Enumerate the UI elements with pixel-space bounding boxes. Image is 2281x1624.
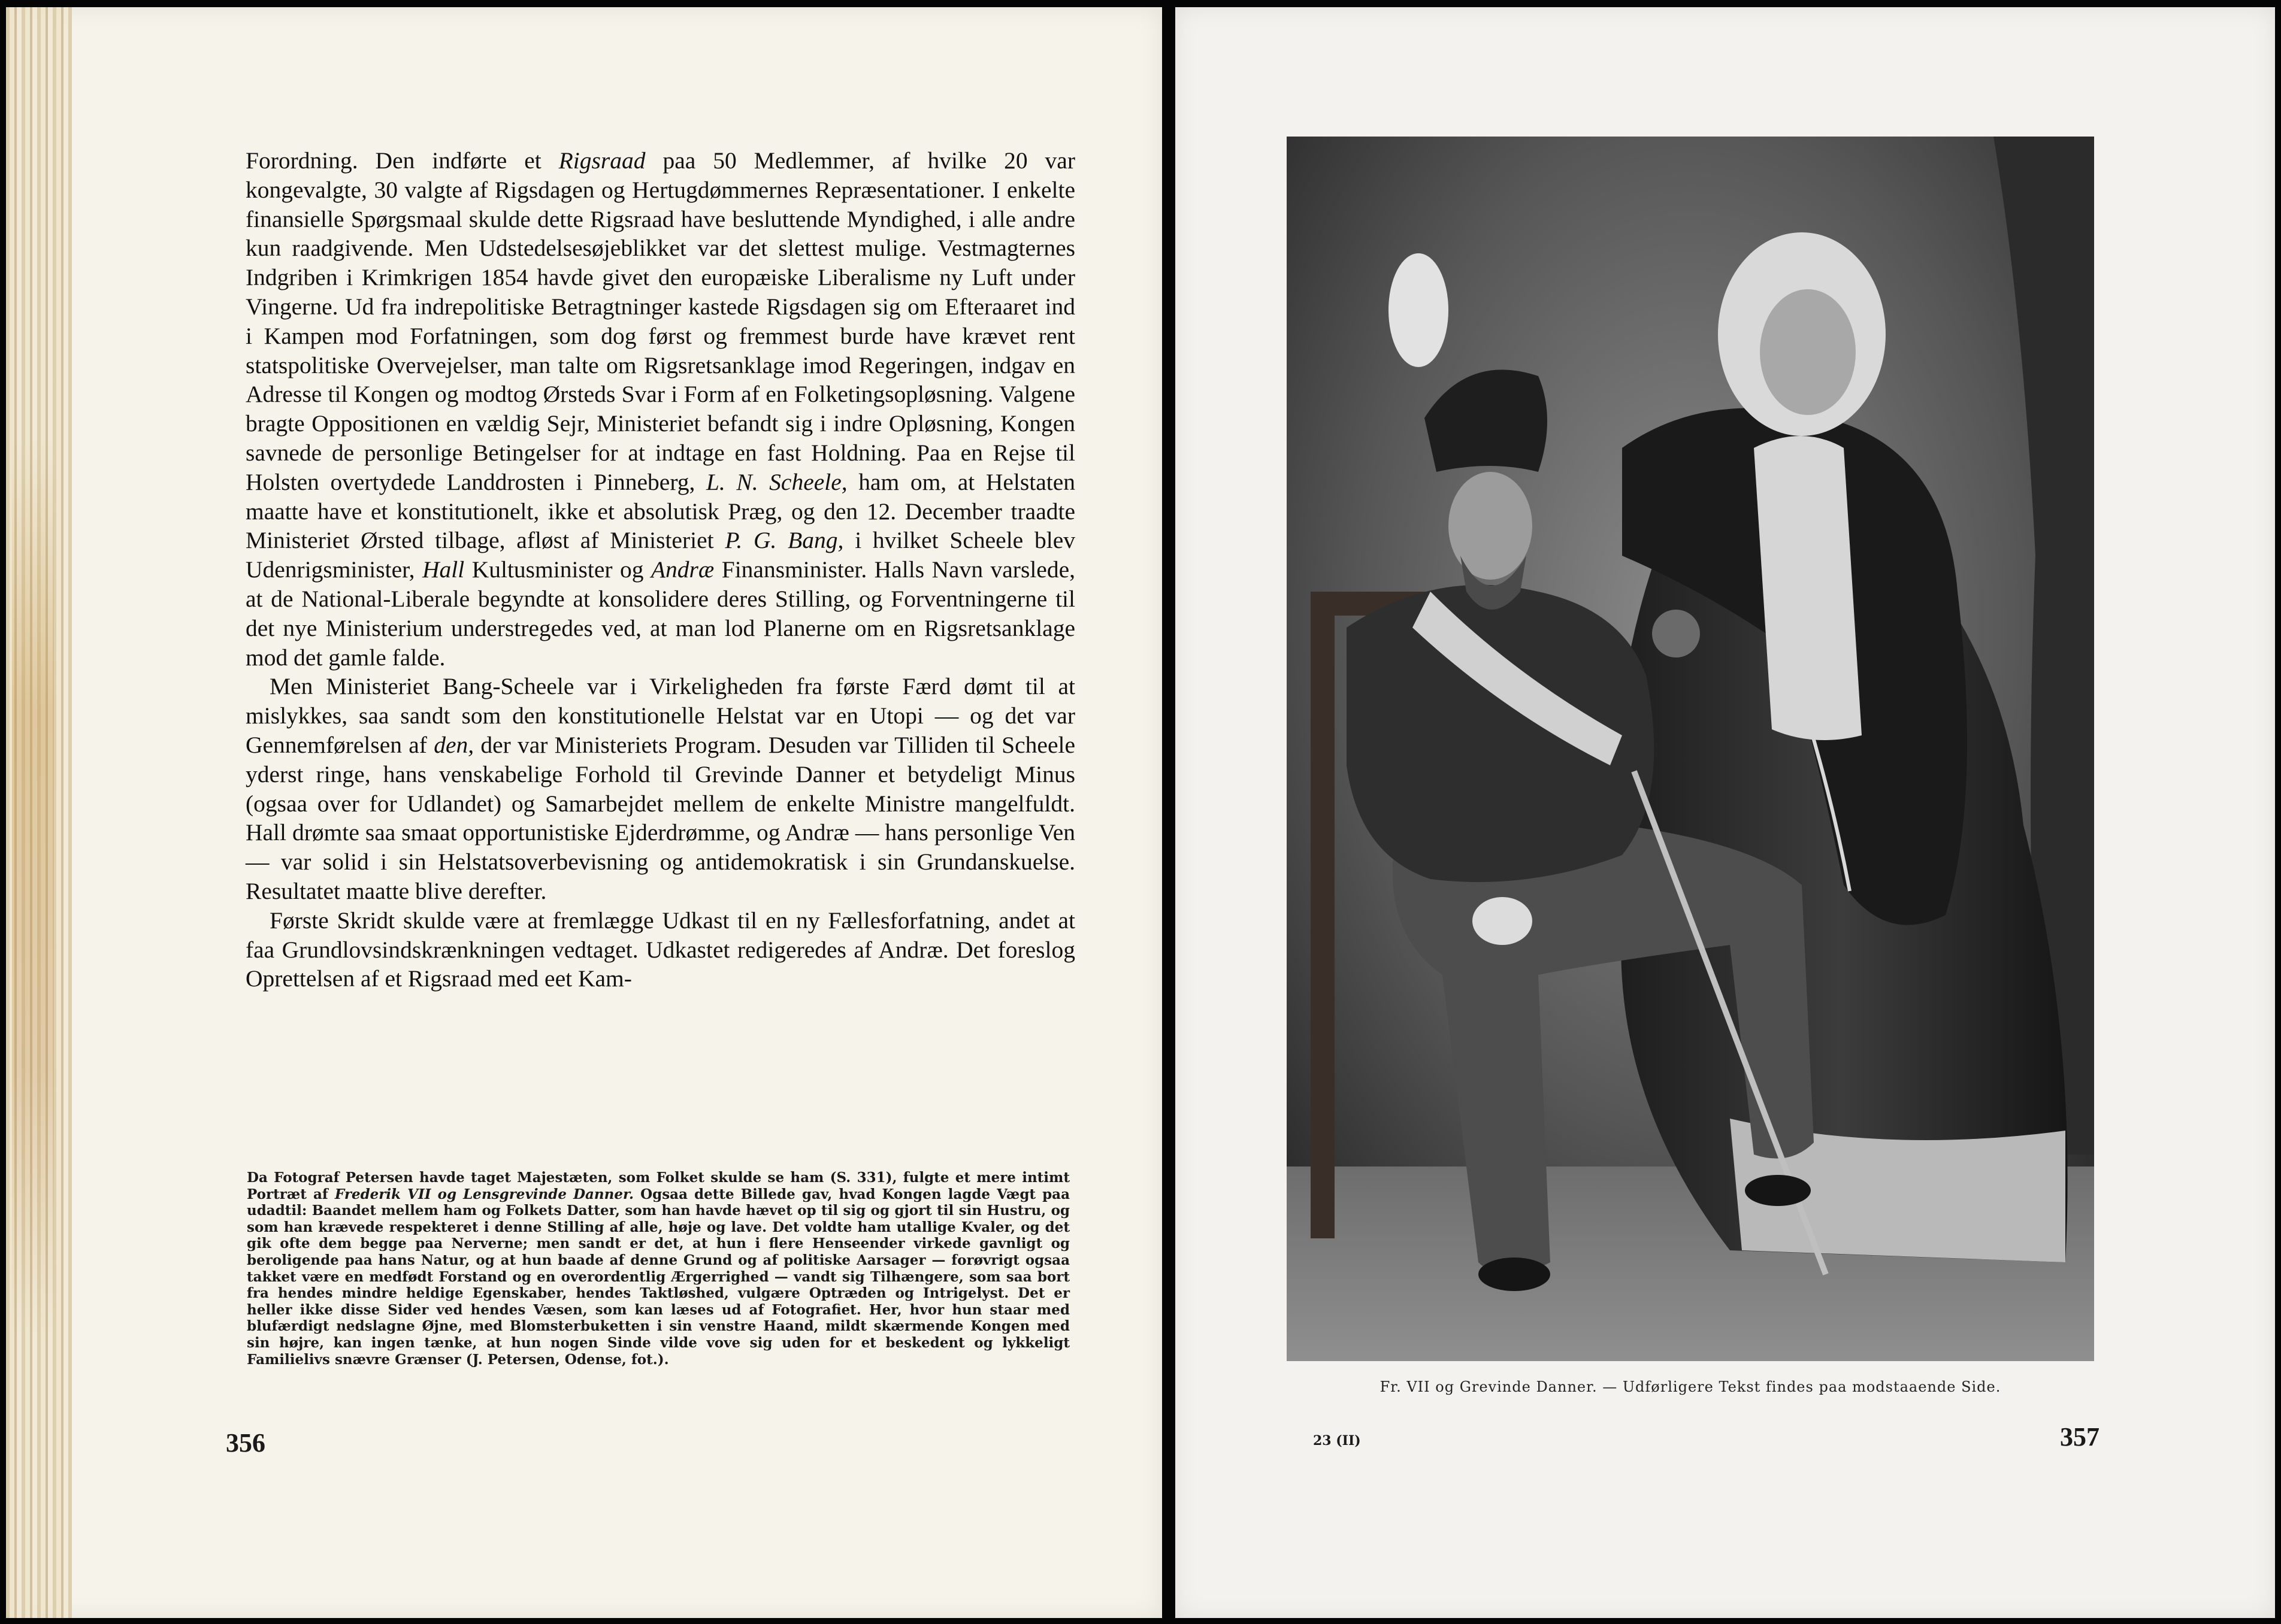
text-run: Finansminister. Halls Navn varslede, at de National-Liberale begyndte at konsolidere deres Stilling, og Forventningerne til det nye Ministerium understregedes ved, at man lod Planerne om en Rigsretsanklage mod det gamle falde. — [246, 556, 1075, 671]
body-paragraph — [246, 146, 1075, 672]
text-run: ham om, at Helstaten maatte have et konstitutionelt, ikke et absolutisk Præg, og den 12. December traadte Ministeriet Ørsted tilbage, afløst af Ministeriet — [246, 468, 1076, 554]
text-run: Men Ministeriet Bang-Scheele var i Virkeligheden fra første Færd dømt til at mislykkes, saa sandt som den konstitutionelle Helstat var en Utopi — og det var Gennemførelsen af — [246, 673, 1075, 758]
text-run: Ogsaa dette Billede gav, hvad Kongen lagde Vægt paa udadtil: Baandet mellem ham og Folkets Datter, som han havde hævet op til sig og gjort til sin Hustru, og som han krævede respekteret i denne Stilling af alle, høje og lave. Det voldte ham utallige Kvaler, og det gik ofte dem begge paa Nerverne; men sandt er det, at hun i flere Henseender virkede gavnligt og beroligende paa hans Natur, og at hun baade af denne Grund og af politiske Aarsager — forøvrigt ogsaa takket være en medfødt Forstand og en overordentlig Ærgerrighed — vandt sig Tilhængere, som saa bort fra hendes mindre heldige Egenskaber, hendes Taktløshed, vulgære Optræden og Intrigelyst. Det er heller ikke disse Sider ved hendes Væsen, som kan læses ud af Fotografiet. Her, hvor hun staar med blufærdigt nedslagne Øjne, med Blomsterbuketten i sin venstre Haand, mildt skærmende Kongen med sin højre, kan ingen tænke, at hun nogen Sinde vilde vove sig uden for et beskedent og lykkeligt Familielivs snævre Grænser (J. Petersen, Odense, fot.). — [247, 1186, 1070, 1368]
photo-caption: Fr. VII og Grevinde Danner. — Udførligere Tekst findes paa modstaaende Side. — [1380, 1378, 2001, 1395]
text-run: i hvilket Scheele blev Udenrigsminister, — [246, 527, 1075, 583]
body-text — [246, 146, 1075, 993]
text-run: Da Fotograf Petersen havde taget Majestæten, som Folket skulde se ham (S. 331), fulgte et mere intimt Portræt af — [247, 1169, 1070, 1202]
signature-mark: 23 (II) — [1313, 1433, 1361, 1449]
left-page — [6, 7, 1162, 1618]
text-run: paa 50 Medlemmer, af hvilke 20 var kongevalgte, 30 valgte af Rigsdagen og Hertugdømmernes Repræsentationer. I enkelte finansielle Spørgsmaal skulde dette Rigsraad have besluttende Myndighed, i alle andre kun raadgivende. Men Udstedelsesøjeblikket var det slettest mulige. Vestmagternes Indgriben i Krimkrigen 1854 havde givet den europæiske Liberalisme ny Luft under Vingerne. Ud fra indrepolitiske Betragtninger kastede Rigsdagen sig om Efteraaret ind i Kampen mod Forfatningen, som dog først og fremmest burde have krævet rent statspolitiske Overvejelser, man talte om Rigsretsanklage imod Regeringen, indgav en Adresse til Kongen og modtog Ørsteds Svar i Form af en Folketingsopløsning. Valgene bragte Oppositionen en vældig Sejr, Ministeriet befandt sig i indre Opløsning, Kongen savnede de personlige Betingelser for at indtage en fast Holdning. Paa en Rejse til Holsten overtydede Landdrosten i Pinneberg, — [246, 147, 1075, 495]
text-run: der var Ministeriets Program. Desuden var Tilliden til Scheele yderst ringe, hans venskabelige Forhold til Grevinde Danner et betydeligt Minus (ogsaa over for Udlandet) og Samarbejdet mellem de enkelte Ministre mangelfuldt. Hall drømte saa smaat opportunistiske Ejderdrømme, og Andræ — hans personlige Ven — var solid i sin Helstatsoverbevisning og antidemokratisk i sin Grundanskuelse. Resultatet maatte blive derefter. — [246, 731, 1075, 904]
page-number-right: 357 — [2060, 1422, 2100, 1452]
photo-footnote-text — [247, 1169, 1070, 1368]
page-number-left: 356 — [226, 1428, 265, 1458]
body-paragraph — [246, 672, 1075, 905]
italic-text-run: P. G. Bang, — [725, 527, 844, 554]
text-run: Forordning. Den indførte et — [246, 147, 559, 174]
italic-text-run: Andræ — [651, 556, 715, 583]
italic-text-run: Frederik VII og Lensgrevinde Danner. — [334, 1186, 634, 1202]
text-run: Første Skridt skulde være at fremlægge Udkast til en ny Fællesforfatning, andet at faa Grundlovsindskrænkningen vedtaget. Udkastet redigeredes af Andræ. Det foreslog Oprettelsen af et Rigsraad med eet Kam- — [246, 907, 1075, 992]
italic-text-run: Rigsraad — [558, 147, 646, 174]
italic-text-run: Hall — [422, 556, 465, 583]
body-paragraph — [246, 906, 1075, 993]
text-run: Kultusminister og — [464, 556, 651, 583]
italic-text-run: den, — [434, 731, 474, 758]
paper-stain — [12, 438, 54, 1337]
portrait-photograph — [1287, 137, 2094, 1361]
italic-text-run: L. N. Scheele, — [706, 468, 848, 495]
